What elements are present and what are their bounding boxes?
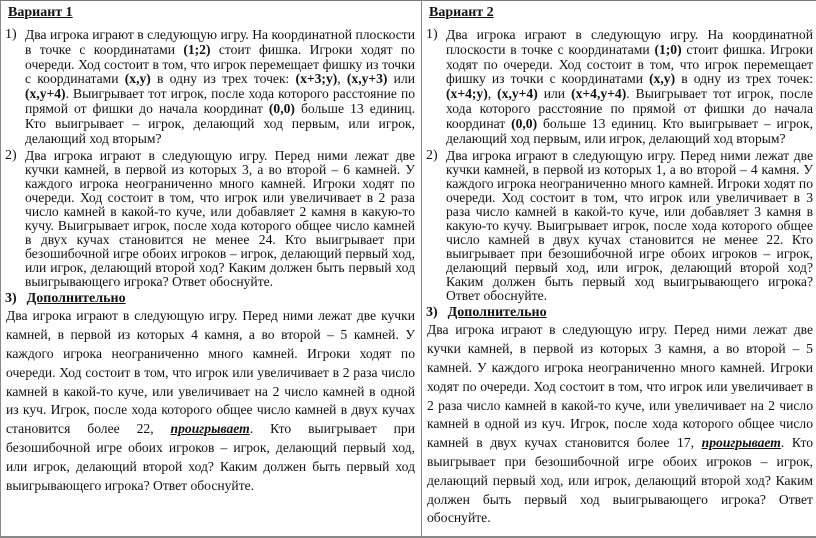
bold-coordinates: (1;0)	[654, 41, 682, 57]
emphasized-word: проигрывает	[170, 421, 250, 437]
text-segment: в одну из трех точек:	[150, 71, 296, 87]
text-segment: первый ход выигрывающего игрока? Ответ обоснуйте.	[446, 274, 814, 304]
text-segment: в первой из которых 4 камня, а во второй – 5 камней. У каждого игрока	[6, 327, 415, 361]
text-segment: Два игрока играют в следующую игру. На координатной плоскости в	[25, 27, 415, 57]
task-3-heading	[5, 291, 415, 307]
bold-coordinates: (x+4;y)	[446, 86, 488, 102]
text-segment: . Выигрывает тот	[65, 86, 167, 102]
text-segment: неограниченно много камней. Игроки ходят по очереди. Ход состоит в том,	[6, 345, 415, 380]
task-number: 1)	[5, 27, 17, 42]
task-3-text	[427, 321, 813, 528]
bold-coordinates: (x,y+3)	[346, 71, 388, 87]
task-2-text	[25, 149, 415, 289]
bold-coordinates: (1;2)	[183, 41, 211, 57]
emphasized-word: проигрывает	[701, 435, 781, 451]
text-segment: первый ход, или игрок, делающий второй ход? Каким должен быть первый	[427, 472, 813, 507]
text-segment: игрок, после хода которого расстояние по прямой от фишки до начала	[25, 86, 416, 116]
text-segment: Два игрока играют в следующую игру. Перед ними лежат две кучки	[446, 148, 813, 178]
text-segment: которого общее число камней в двух кучах становится не менее 22. Кто	[446, 218, 813, 248]
variant-1-column	[1, 1, 421, 536]
task-1	[5, 28, 415, 146]
text-line	[446, 131, 786, 146]
text-segment: что игрок или увеличивает в 2 раза число камней в какой-то куче, или	[427, 378, 813, 413]
bold-coordinates: (x,y)	[649, 71, 676, 87]
task-number: 2)	[426, 148, 438, 164]
bold-coordinates: (x,y)	[124, 71, 151, 87]
text-segment: состоит в том, что игрок перемещает фишку из точки с координатами	[446, 56, 813, 87]
text-segment: выигрывает при безошибочной игре обоих игроков – игрок, делающий	[6, 421, 415, 455]
task-2	[426, 149, 813, 303]
variant-title: Вариант 1	[8, 5, 73, 20]
task-1	[426, 28, 813, 146]
task-number: 3)	[5, 291, 17, 307]
task-3-title: Дополнительно	[447, 305, 547, 321]
text-segment: Два игрока играют в следующую игру. Перед ними лежат две кучки камней,	[6, 308, 415, 343]
task-1-text	[25, 28, 415, 146]
text-segment: выигрывает при безошибочной игре обоих игроков – игрок, делающий	[25, 232, 415, 262]
text-segment: увеличивает на 2 число камней в одной из куч. Игрок, после хода которого	[6, 383, 415, 418]
bold-coordinates: (x+4,y+4)	[571, 86, 627, 102]
task-3-title: Дополнительно	[26, 291, 126, 307]
text-segment: выигрывает при безошибочной игре обоих игроков – игрок, делающий	[446, 246, 813, 276]
text-segment: ход выигрывающего игрока? Ответ обоснуйте.	[427, 491, 813, 526]
text-segment: которого общее число камней в двух кучах становится не менее 24. Кто	[25, 218, 415, 248]
text-segment: Два игрока играют в следующую игру. Перед ними лежат две кучки	[25, 148, 415, 178]
bold-coordinates: (0,0)	[268, 100, 295, 116]
text-segment: в первой из которых 3 камня, а во второй – 5 камней. У каждого игрока	[427, 341, 813, 375]
task-number: 3)	[426, 305, 438, 321]
text-segment: неограниченно много камней. Игроки ходят по очереди. Ход состоит в	[446, 176, 813, 206]
task-2	[5, 149, 415, 289]
text-segment: ,	[337, 71, 347, 87]
text-segment: стоит фишка. Игроки ходят по очереди. Ход	[446, 41, 813, 72]
task-2-text	[446, 149, 813, 303]
text-segment: или	[537, 86, 572, 102]
text-segment: общее число камней в двух кучах становится более 17,	[427, 416, 813, 451]
task-number: 2)	[5, 148, 17, 164]
bold-coordinates: (x,y+4)	[25, 86, 66, 102]
text-segment: . Кто	[780, 435, 814, 451]
text-segment: в одну из трех точек:	[675, 71, 813, 87]
text-segment: выигрывает при безошибочной игре обоих игроков – игрок, делающий	[427, 453, 813, 488]
text-segment: . Выигрывает	[626, 86, 707, 102]
text-segment: координат	[203, 100, 269, 116]
bold-coordinates: (x,y+4)	[497, 86, 538, 102]
variant-2-column	[421, 1, 816, 536]
text-segment: ход первым, или игрок, делающий ход вторым?	[25, 115, 416, 146]
text-segment: ,	[487, 86, 498, 102]
text-segment: Два игрока играют в следующую игру. Перед ними лежат две кучки камней,	[427, 322, 813, 357]
text-segment: тот игрок, после хода которого расстояние по прямой от фишки до	[446, 86, 814, 116]
text-segment: или добавляет 3 камня в какую-то кучу. Выигрывает игрок, после хода	[446, 204, 813, 234]
text-segment: делающий ход первым, или игрок, делающий ход вторым?	[446, 130, 786, 146]
text-segment: точке с координатами	[39, 41, 184, 57]
variant-title: Вариант 2	[429, 5, 494, 20]
text-segment: неограниченно много камней. Игроки ходят по очереди. Ход состоит в том,	[427, 359, 814, 394]
text-segment: стоит фишка. Игроки ходят по очереди. Ход	[25, 41, 415, 72]
text-segment: первый ход, или игрок, делающий второй ход? Каким должен быть первый	[6, 439, 415, 474]
text-segment: первый ход, или игрок, делающий второй ход? Каким должен быть	[25, 246, 415, 276]
text-segment: увеличивает на 2 число камней в одной из куч. Игрок, после хода которого	[427, 397, 813, 432]
text-segment: или добавляет 2 камня в какую-то кучу. Выигрывает игрок, после хода	[25, 204, 415, 234]
bold-coordinates: (0,0)	[511, 115, 538, 131]
task-3-text	[6, 307, 415, 495]
text-segment: том, что игрок или увеличивает в 2 раза число камней в какой-то куче,	[25, 190, 415, 220]
text-segment: больше 13 единиц. Кто выигрывает – игрок,	[537, 115, 813, 131]
text-segment: камней, в первой из которых 3, а во второй – 6 камней. У каждого игрока	[25, 162, 415, 192]
text-segment: ход выигрывающего игрока? Ответ обоснуйте.	[6, 458, 415, 493]
task-3-heading	[426, 305, 813, 321]
task-1-text	[446, 28, 813, 146]
text-segment: состоит в том, что игрок перемещает фишку из точки с координатами	[25, 56, 415, 87]
bold-coordinates: (x+3;y)	[295, 71, 338, 87]
text-segment: первый ход выигрывающего игрока? Ответ обоснуйте.	[25, 260, 415, 290]
task-number: 1)	[426, 27, 438, 42]
text-segment: больше 13 единиц. Кто выигрывает – игрок, делающий	[25, 100, 415, 131]
text-segment: камней, в первой из которых 1, а во второй – 4 камня. У каждого игрока	[446, 162, 814, 192]
text-segment: неограниченно много камней. Игроки ходят по очереди. Ход состоит в	[25, 176, 415, 206]
text-segment: что игрок или увеличивает в 2 раза число камней в какой-то куче, или	[6, 364, 415, 399]
text-segment: начала координат	[446, 100, 813, 131]
text-segment: точке с координатами	[521, 41, 655, 57]
text-segment: . Кто	[249, 421, 292, 437]
text-segment: общее число камней в двух кучах становится более 22,	[6, 402, 416, 437]
text-segment: или	[387, 71, 416, 87]
text-segment: первый ход, или игрок, делающий второй ход? Каким должен быть	[446, 260, 813, 290]
text-segment: том, что игрок или увеличивает в 3 раза число камней в какой-то куче,	[446, 190, 813, 220]
text-segment: Два игрока играют в следующую игру. На координатной плоскости в	[446, 27, 813, 57]
